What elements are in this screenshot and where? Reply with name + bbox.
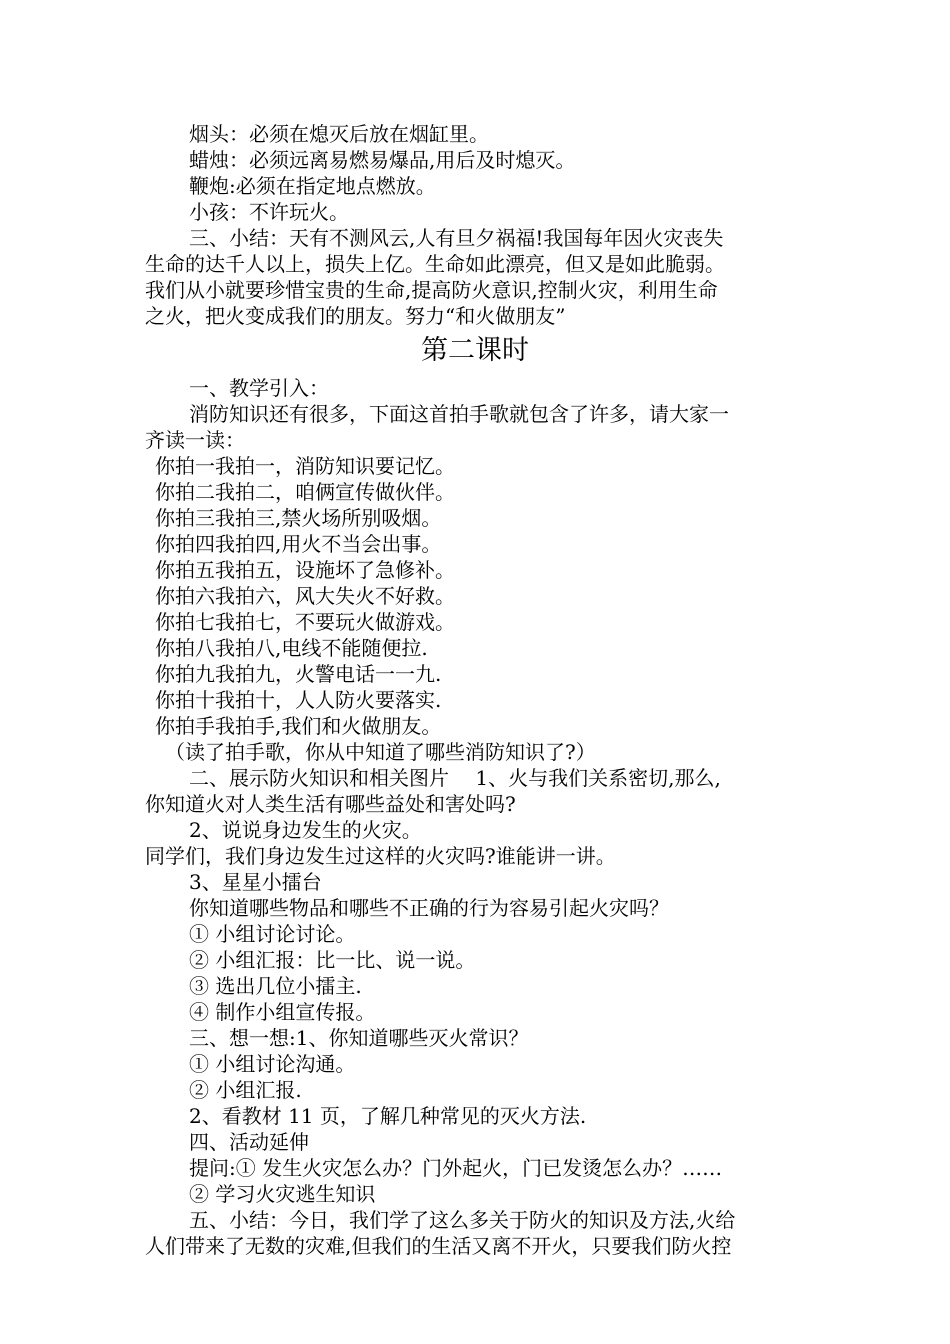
list-item: ④ 制作小组宣传报。: [189, 1000, 376, 1024]
text-line: 之火，把火变成我们的朋友。努力“和火做朋友”: [145, 304, 566, 328]
text-line: 四、活动延伸: [189, 1130, 309, 1154]
list-item: ② 小组汇报.: [189, 1078, 302, 1102]
song-line: 你拍手我拍手,我们和火做朋友。: [155, 714, 442, 738]
song-line: 你拍二我拍二，咱俩宣传做伙伴。: [155, 480, 455, 504]
song-line: 你拍八我拍八,电线不能随便拉.: [155, 636, 428, 660]
song-line: 你拍三我拍三,禁火场所别吸烟。: [155, 506, 442, 530]
text-line: 你知道火对人类生活有哪些益处和害处吗?: [145, 792, 516, 816]
text-line: 2、看教材 11 页，了解几种常见的灭火方法.: [189, 1104, 587, 1128]
text-line: 齐读一读：: [145, 428, 245, 452]
text-line: 提问:① 发生火灾怎么办？门外起火，门已发烫怎么办？……: [189, 1156, 723, 1180]
text-line: 2、说说身边发生的火灾。: [189, 818, 422, 842]
list-item: ③ 选出几位小擂主.: [189, 974, 362, 998]
text-line: 蜡烛：必须远离易燃易爆品,用后及时熄灭。: [189, 148, 576, 172]
text-line: 鞭炮:必须在指定地点燃放。: [189, 174, 436, 198]
song-line: 你拍一我拍一，消防知识要记忆。: [155, 454, 455, 478]
text-line: 一、教学引入：: [189, 376, 329, 400]
song-line: 你拍七我拍七，不要玩火做游戏。: [155, 610, 455, 634]
text-line: 二、展示防火知识和相关图片 1、火与我们关系密切,那么,: [189, 766, 721, 790]
song-line: 你拍九我拍九，火警电话一一九.: [155, 662, 442, 686]
text-line: 生命的达千人以上，损失上亿。生命如此漂亮，但又是如此脆弱。: [145, 252, 725, 276]
text-line: 烟头：必须在熄灭后放在烟缸里。: [189, 122, 489, 146]
text-line: 三、小结：天有不测风云,人有旦夕祸福!我国每年因火灾丧失: [189, 226, 724, 250]
text-line: 你知道哪些物品和哪些不正确的行为容易引起火灾吗？: [189, 896, 669, 920]
text-line: 同学们，我们身边发生过这样的火灾吗?谁能讲一讲。: [145, 844, 616, 868]
document-body: [145, 121, 805, 1259]
text-line: 三、想一想:1、你知道哪些灭火常识？: [189, 1026, 529, 1050]
text-line: 我们从小就要珍惜宝贵的生命,提高防火意识,控制火灾，利用生命: [145, 278, 718, 302]
text-line: 小孩：不许玩火。: [189, 200, 349, 224]
song-line: 你拍六我拍六，风大失火不好救。: [155, 584, 455, 608]
song-line: 你拍十我拍十，人人防火要落实.: [155, 688, 442, 712]
text-line: 五、小结：今日，我们学了这么多关于防火的知识及方法,火给: [189, 1208, 736, 1232]
text-line: 人们带来了无数的灾难,但我们的生活又离不开火，只要我们防火控: [145, 1234, 732, 1258]
song-line: 你拍四我拍四,用火不当会出事。: [155, 532, 442, 556]
text-line: （读了拍手歌，你从中知道了哪些消防知识了?）: [165, 740, 596, 764]
list-item: ② 小组汇报：比一比、说一说。: [189, 948, 476, 972]
list-item: ① 小组讨论讨论。: [189, 922, 356, 946]
song-line: 你拍五我拍五，设施坏了急修补。: [155, 558, 455, 582]
section-heading: 第二课时: [421, 335, 529, 366]
text-line: ② 学习火灾逃生知识: [189, 1182, 376, 1206]
list-item: ① 小组讨论沟通。: [189, 1052, 356, 1076]
text-line: 消防知识还有很多，下面这首拍手歌就包含了许多，请大家一: [189, 402, 729, 426]
text-line: 3、星星小擂台: [189, 870, 322, 894]
